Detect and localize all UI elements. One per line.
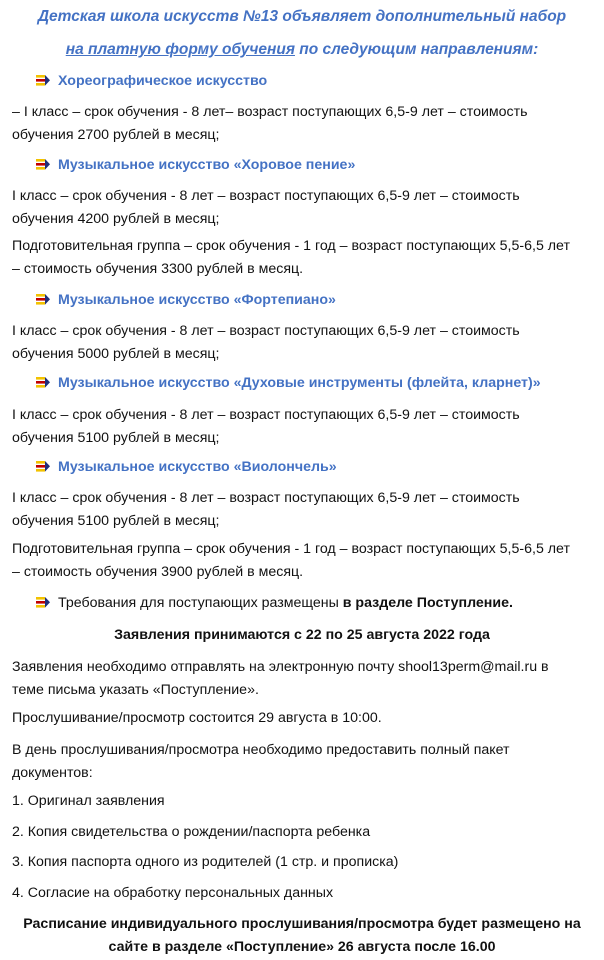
arrow-bullet-icon	[36, 292, 50, 306]
requirements-section-ref: в разделе Поступление.	[342, 595, 513, 611]
announcement-title-line2: на платную форму обучения по следующим направлениям:	[65, 41, 539, 58]
document-item: 2. Копия свидетельства о рождении/паспорта ребенка	[12, 824, 371, 840]
arrow-bullet-icon	[36, 73, 50, 87]
section-title-cello: Музыкальное искусство «Виолончель»	[36, 457, 337, 477]
choreography-details: – I класс – срок обучения - 8 лет– возраст поступающих 6,5-9 лет – стоимость обучения 2700 рублей в месяц;	[12, 104, 528, 143]
section-title-wind: Музыкальное искусство «Духовые инструменты (флейта, кларнет)»	[36, 373, 541, 393]
document-item: 1. Оригинал заявления	[12, 793, 165, 809]
schedule-note: Расписание индивидуального прослушивания/просмотра будет размещено на сайте в разделе «Поступление» 26 августа после 16.00	[23, 916, 581, 955]
document-item: 3. Копия паспорта одного из родителей (1 стр. и прописка)	[12, 854, 399, 870]
arrow-bullet-icon	[36, 459, 50, 473]
piano-details: I класс – срок обучения - 8 лет – возраст поступающих 6,5-9 лет – стоимость обучения 5000 рублей в месяц;	[12, 323, 520, 362]
audition-date: Прослушивание/просмотр состоится 29 августа в 10:00.	[12, 710, 382, 726]
section-title-choreography: Хореографическое искусство	[36, 71, 267, 91]
announcement-title-line1: Детская школа искусств №13 объявляет дополнительный набор	[37, 8, 567, 25]
choir-prep-group: Подготовительная группа – срок обучения - 1 год – возраст поступающих 5,5-6,5 лет – стоимость обучения 3300 рублей в месяц.	[12, 238, 570, 277]
cello-details: I класс – срок обучения - 8 лет – возраст поступающих 6,5-9 лет – стоимость обучения 5100 рублей в месяц;	[12, 490, 520, 529]
arrow-bullet-icon	[36, 375, 50, 389]
arrow-bullet-icon	[36, 595, 50, 609]
email-instructions: Заявления необходимо отправлять на электронную почту shool13perm@mail.ru в теме письма указать «Поступление».	[12, 659, 549, 698]
documents-intro: В день прослушивания/просмотра необходимо предоставить полный пакет документов:	[12, 742, 510, 781]
application-dates: Заявления принимаются с 22 по 25 августа 2022 года	[114, 627, 490, 643]
arrow-bullet-icon	[36, 157, 50, 171]
choir-details: I класс – срок обучения - 8 лет – возраст поступающих 6,5-9 лет – стоимость обучения 4200 рублей в месяц;	[12, 188, 520, 227]
cello-prep-group: Подготовительная группа – срок обучения - 1 год – возраст поступающих 5,5-6,5 лет – стоимость обучения 3900 рублей в месяц.	[12, 541, 570, 580]
document-item: 4. Согласие на обработку персональных данных	[12, 885, 334, 901]
section-title-choir: Музыкальное искусство «Хоровое пение»	[36, 155, 355, 175]
wind-details: I класс – срок обучения - 8 лет – возраст поступающих 6,5-9 лет – стоимость обучения 5100 рублей в месяц;	[12, 407, 520, 446]
requirements-note: Требования для поступающих размещены в разделе Поступление.	[36, 593, 513, 613]
section-title-piano: Музыкальное искусство «Фортепиано»	[36, 290, 336, 310]
paid-form-underlined: на платную форму обучения	[65, 41, 295, 58]
